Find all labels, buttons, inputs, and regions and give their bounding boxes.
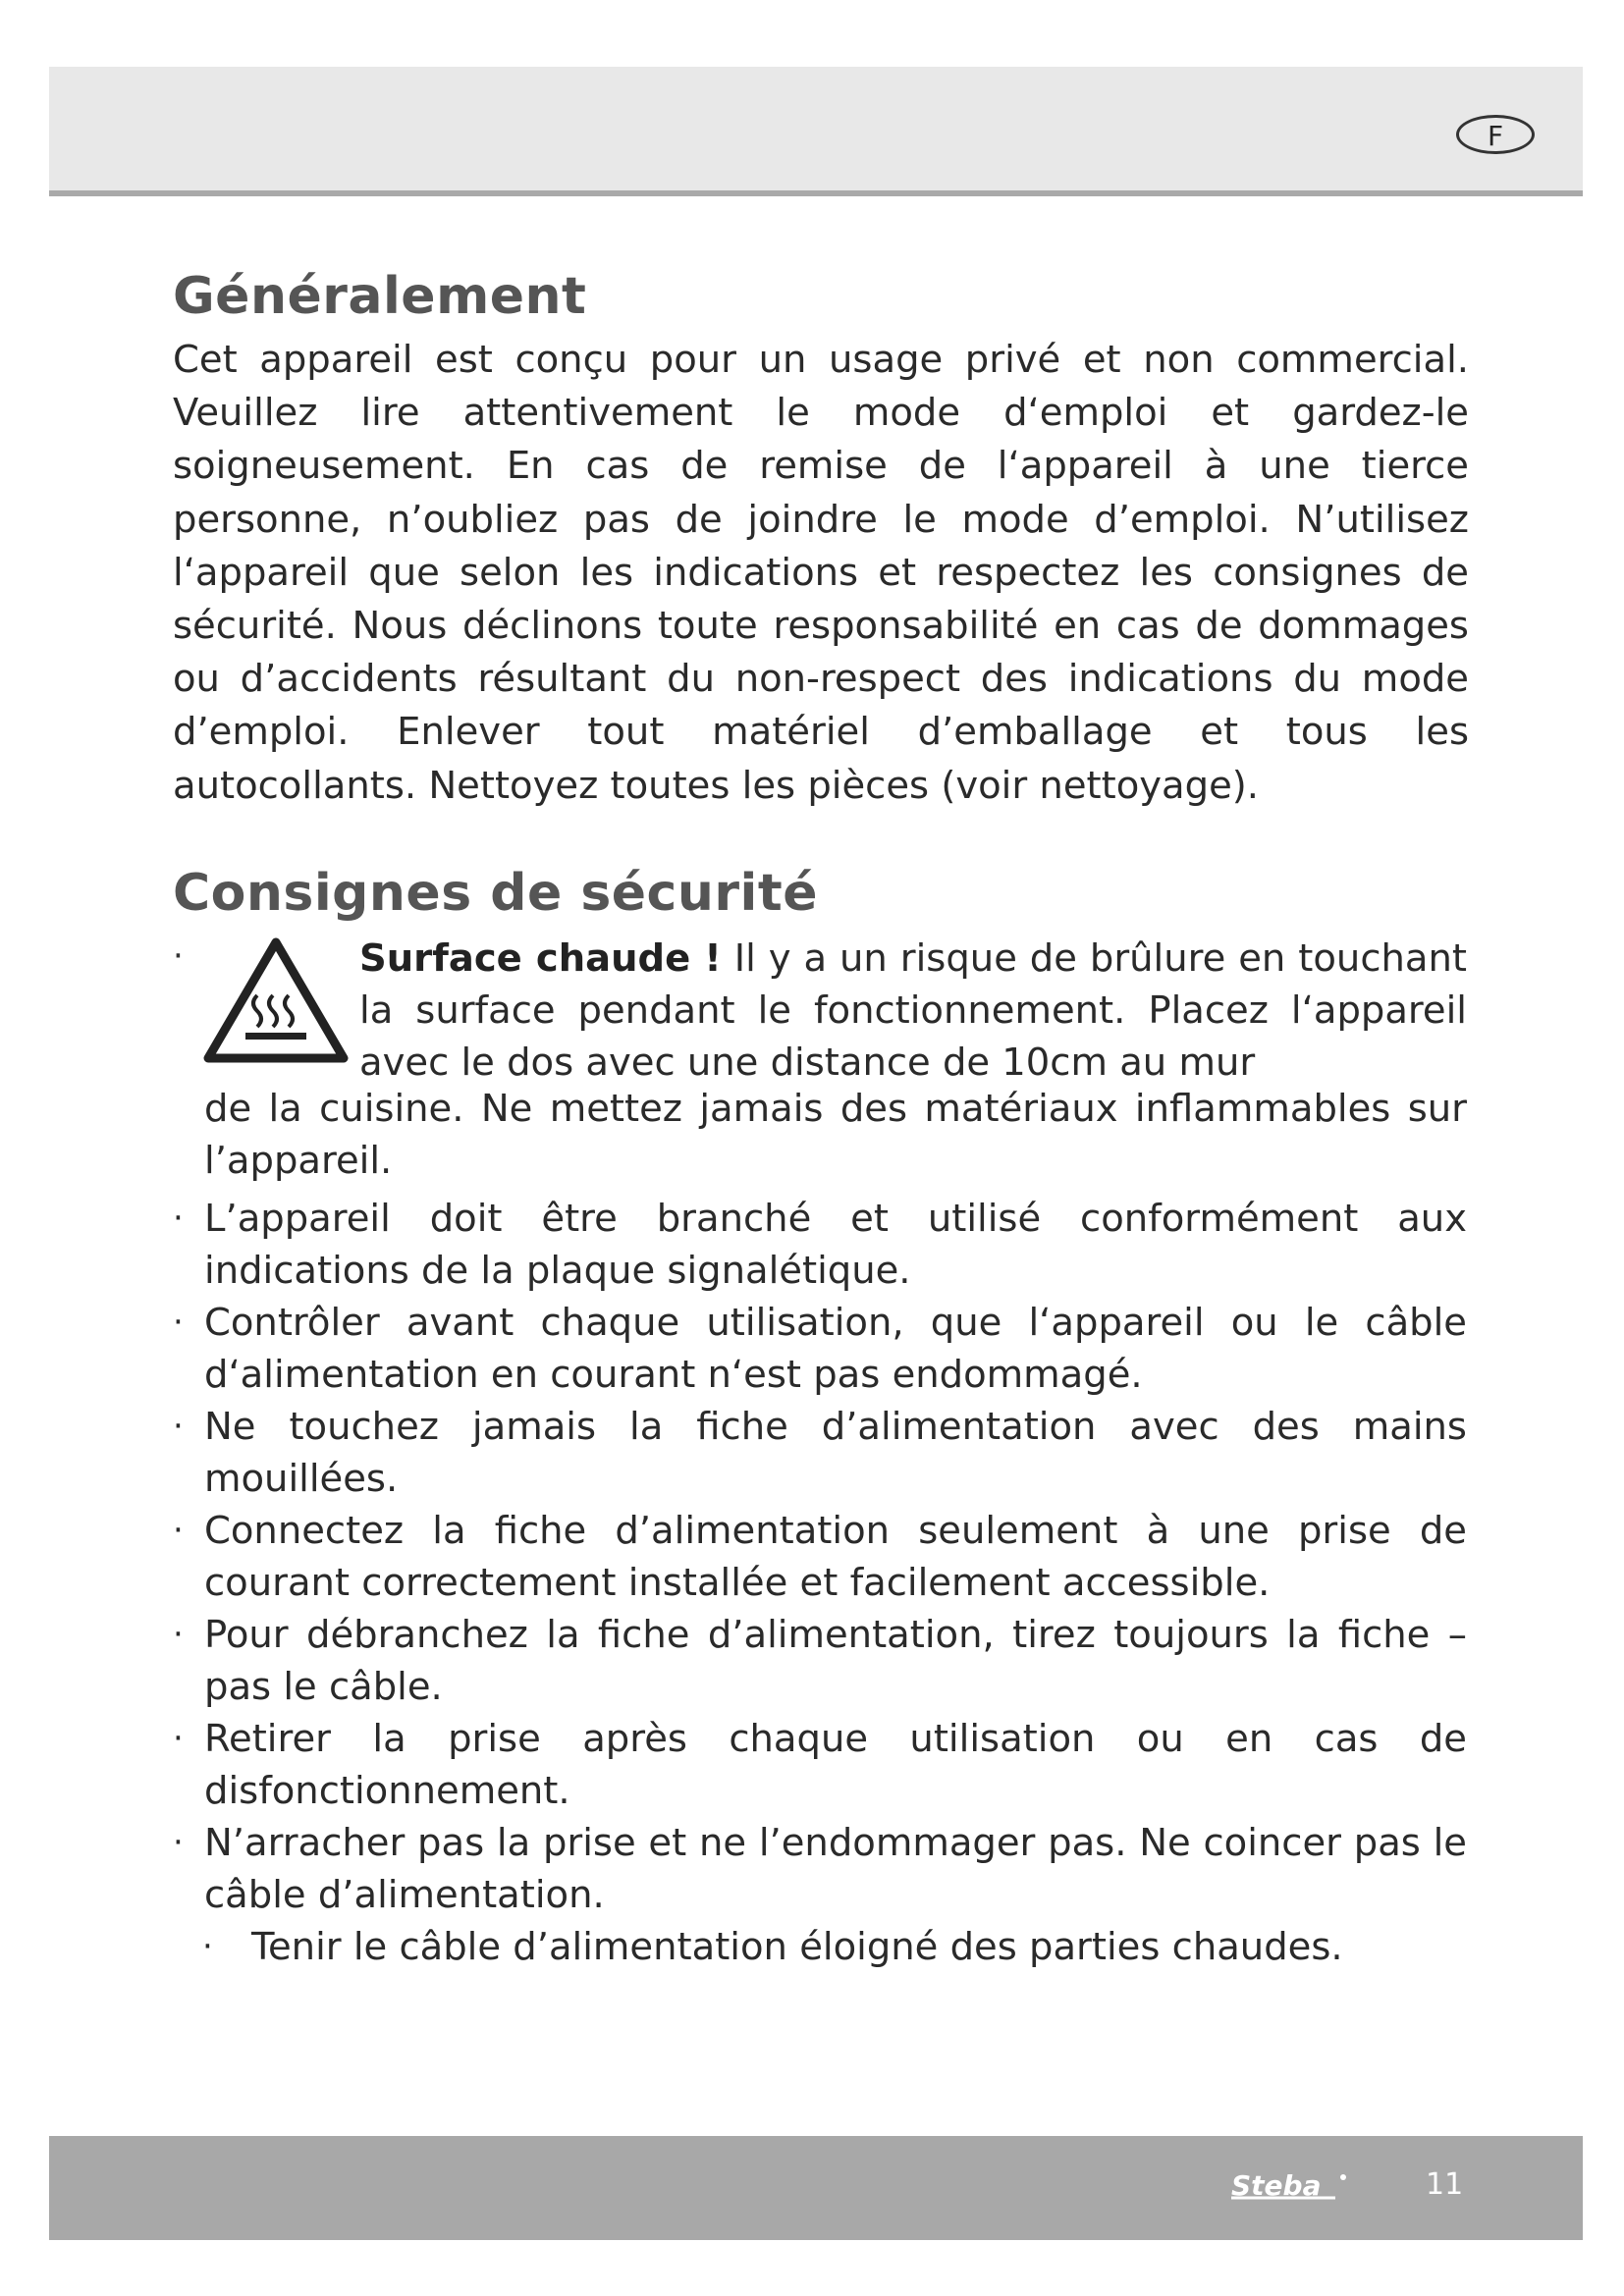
- hot-surface-warning-icon: [202, 934, 350, 1066]
- safety-list: [173, 1193, 1467, 1973]
- warning-text: Il y a un risque de brûlure en touchant la surface pendant le fonctionnement. Placez l‘appareil avec le dos avec une distance de 10cm au mur: [359, 936, 1467, 1085]
- warning-label: Surface chaude !: [359, 936, 722, 981]
- list-item: · Ne touchez jamais la fiche d’alimentation avec des mains mouillées.: [173, 1405, 1467, 1501]
- steba-logo: [1227, 2167, 1386, 2207]
- page-number: 11: [1426, 2167, 1464, 2202]
- list-item: · Connectez la fiche d’alimentation seulement à une prise de courant correctement installée et facilement accessible.: [173, 1509, 1467, 1605]
- list-item: · Retirer la prise après chaque utilisation ou en cas de disfonctionnement.: [173, 1717, 1467, 1813]
- header-band: [49, 67, 1583, 196]
- svg-text:Steba: Steba: [1231, 2169, 1322, 2202]
- list-item: · L’appareil doit être branché et utilisé conformément aux indications de la plaque signalétique.: [173, 1197, 1467, 1293]
- list-item: · Contrôler avant chaque utilisation, que l‘appareil ou le câble d‘alimentation en courant n‘est pas endommagé.: [173, 1301, 1467, 1397]
- section-heading-general: Généralement: [173, 267, 587, 326]
- list-item: · Pour débranchez la fiche d’alimentation, tirez toujours la fiche – pas le câble.: [173, 1613, 1467, 1709]
- language-badge: F: [1456, 115, 1535, 154]
- warning-continuation: de la cuisine. Ne mettez jamais des matériaux inflammables sur l’appareil.: [204, 1087, 1467, 1183]
- section-heading-safety: Consignes de sécurité: [173, 864, 818, 923]
- general-paragraph: Cet appareil est conçu pour un usage privé et non commercial. Veuillez lire attentivement le mode d‘emploi et gardez-le soigneusement. En cas de remise de l‘appareil à une tierce personne, n’oubliez pas de joindre le mode d’emploi. N’utilisez l‘appareil que selon les indications et respectez les consignes de sécurité. Nous déclinons toute responsabilité en cas de dommages ou d’accidents résultant du non-respect des indications du mode d’emploi. Enlever tout matériel d’emballage et tous les autocollants. Nettoyez toutes les pièces (voir nettoyage).: [173, 338, 1469, 808]
- list-item: · Tenir le câble d’alimentation éloigné des parties chaudes.: [202, 1925, 1343, 1969]
- list-item: · N’arracher pas la prise et ne l’endommager pas. Ne coincer pas le câble d’alimentation.: [173, 1821, 1467, 1917]
- bullet-dot: ·: [173, 936, 184, 976]
- warning-paragraph: [359, 933, 1467, 1089]
